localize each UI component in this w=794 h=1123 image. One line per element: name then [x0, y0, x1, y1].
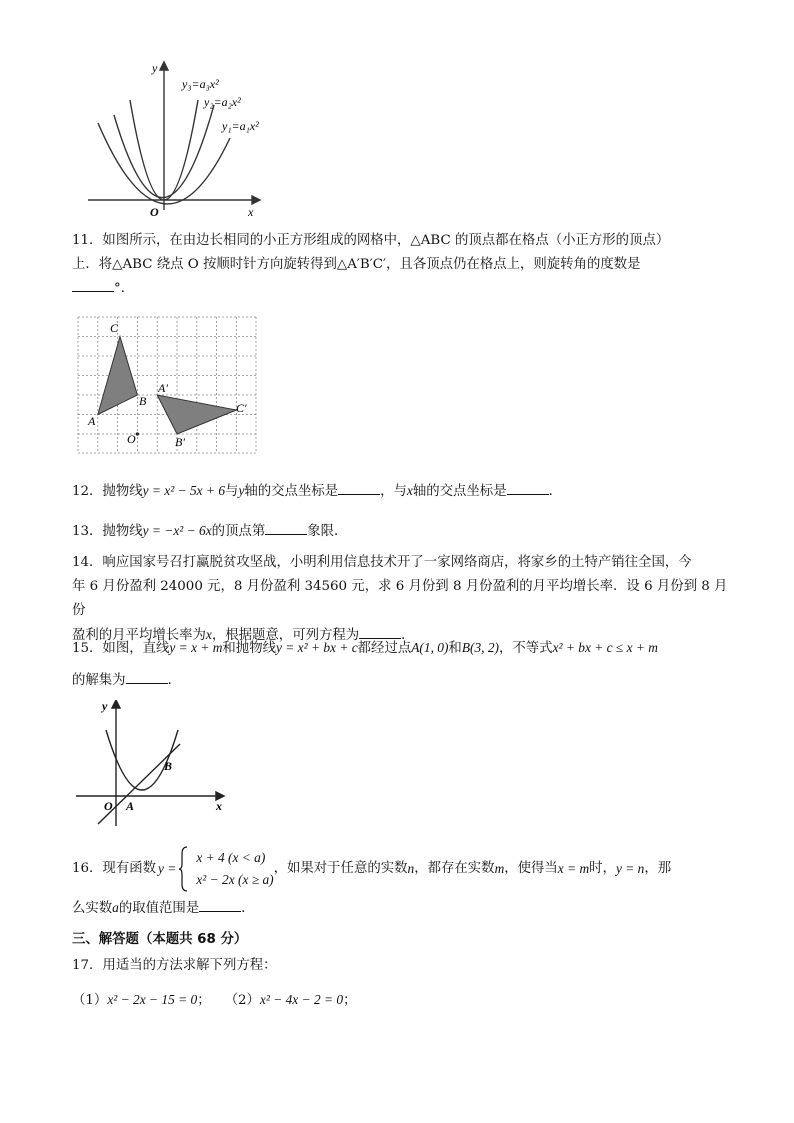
label-o: O [127, 432, 136, 446]
question-16: 16．现有函数 y = x + 4 (x < a) x² − 2x (x ≥ a) ，如果对于任意的实数 n ，都存在实数 m ，使得当 x = m 时， y = n ，那 么实数a的取值范围是 ． [72, 844, 732, 921]
label-c-prime: C′ [236, 401, 247, 415]
question-17: 17．用适当的方法求解下列方程： （1）x² − 2x − 15 = 0； （2）x² − 4x − 2 = 0； [72, 958, 357, 1008]
answer-blank-solution-set[interactable] [126, 669, 168, 684]
x-axis-arrow [252, 196, 260, 204]
point-a-label: A [126, 799, 135, 813]
x-axis-label: x [248, 205, 254, 219]
curve-label-y3: y₃=a₃x² [182, 77, 219, 91]
y-axis-label: y [102, 700, 108, 713]
y-axis-arrow [160, 62, 168, 70]
label-a-prime: A′ [158, 381, 168, 395]
y-axis-label: y [152, 61, 158, 75]
answer-blank-x-intercepts[interactable] [507, 480, 549, 495]
label-c: C [110, 321, 119, 335]
label-b-prime: B′ [175, 435, 185, 449]
answer-blank-quadrant[interactable] [265, 520, 307, 535]
origin-label: O [104, 799, 113, 813]
piecewise-cases: x + 4 (x < a) x² − 2x (x ≥ a) [196, 850, 274, 887]
triangle-abc-prime [157, 395, 236, 434]
section-title: 三、解答题（本题共 68 分） [72, 932, 248, 947]
x-axis-label: x [216, 799, 222, 813]
question-13: 13．抛物线y = −x² − 6x的顶点第 象限． [72, 519, 732, 544]
question-12: 12．抛物线y = x² − 5x + 6与y轴的交点坐标是 ，与x轴的交点坐标是 ． [72, 479, 732, 504]
question-11 [72, 229, 732, 301]
answer-blank-y-intercept[interactable] [338, 480, 380, 495]
answer-blank[interactable] [72, 277, 114, 292]
parabolas-figure [84, 60, 274, 220]
curve-label-y1: y₁=a₁x² [222, 119, 259, 133]
question-14: 14．响应国家号召打赢脱贫攻坚战，小明利用信息技术开了一家网络商店，将家乡的土特产销往全国，今 年 6 月份盈利 24000 元，8 月份盈利 34560 元，求 6 月份到 8 月份盈利的月平均增长率．设 6 月份到 8 月份 盈利的月平均增长率为x，根据题意，可列方程为 ． [72, 555, 728, 643]
label-b: B [139, 394, 147, 408]
label-a: A [88, 414, 96, 428]
question-15: 15．如图，直线y = x + m和抛物线y = x² + bx + c都经过点A(1, 0)和B(3, 2)，不等式x² + bx + c ≤ x + m 的解集为 ． [72, 640, 658, 688]
curve-label-y2: y₂=a₂x² [204, 95, 241, 109]
y-axis-arrow [112, 700, 120, 708]
brace [178, 846, 188, 892]
point-b-label: B [164, 759, 173, 773]
point-o [136, 432, 139, 435]
q11-line2: 上．将△ABC 绕点 O 按顺时针方向旋转得到△A′B′C′，且各顶点仍在格点上，则旋转角的度数是 [72, 257, 641, 272]
origin-label: O [150, 205, 159, 219]
q11-line1: 11．如图所示，在由边长相同的小正方形组成的网格中，△ABC 的顶点都在格点（小正方形的顶点） [72, 233, 670, 248]
rotation-grid-figure [76, 315, 258, 455]
line-parabola-figure [72, 700, 232, 830]
answer-blank-range[interactable] [199, 897, 241, 912]
q11-line3: °． [72, 277, 732, 301]
